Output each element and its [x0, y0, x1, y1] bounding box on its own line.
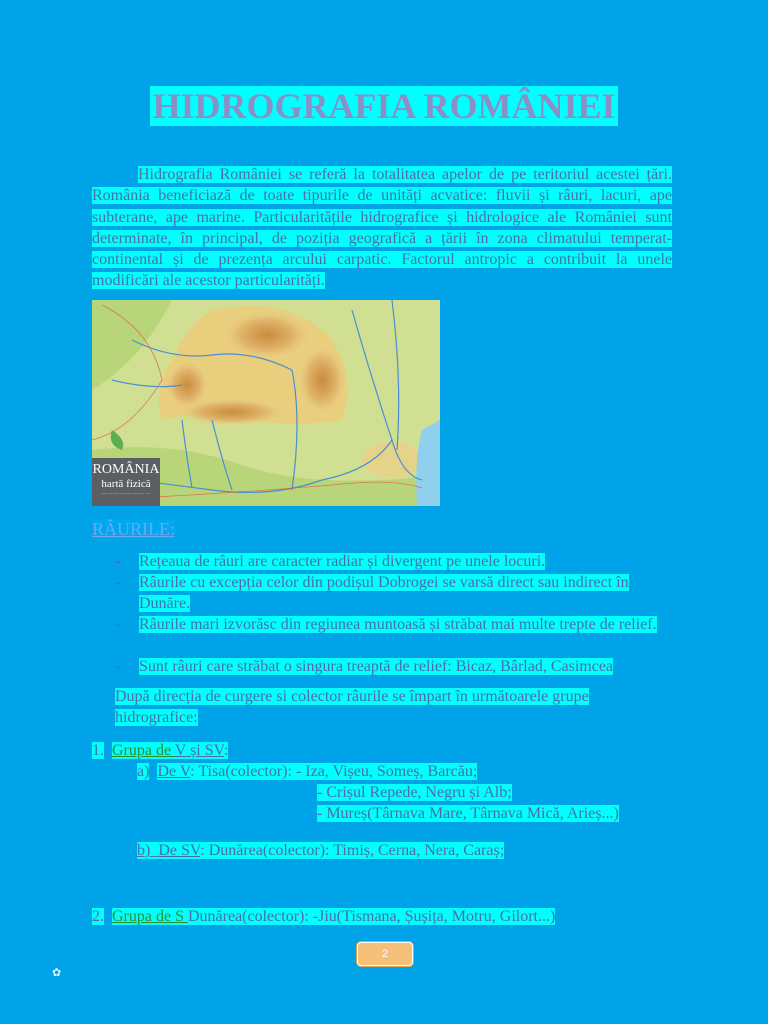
group-1a-line-2: - Crișul Repede, Negru și Alb;: [317, 784, 512, 801]
list-item: - Râurile mari izvorăsc din regiunea muntoasă și străbat mai multe trepte de relief.: [115, 616, 657, 633]
list-item: - Rețeaua de râuri are caracter radiar și divergent pe unele locuri.: [115, 553, 546, 570]
groups-intro-paragraph: După direcția de curgere si colector râurile se împart în următoarele grupe hidrografice:: [115, 688, 589, 726]
map-legend-subtitle: hartă fizică: [101, 478, 151, 490]
group-1b-line: b) De SV: Dunărea(colector): Timiș, Cerna, Nera, Caraș;: [137, 842, 505, 859]
group-1a-line-3: - Mureș(Târnava Mare, Târnava Mică, Arieș...): [317, 805, 619, 822]
group-1a-line: a) De V: Tisa(colector): - Iza, Vișeu, Someș, Barcău;: [137, 763, 478, 780]
rivers-heading: RÂURILE:: [92, 519, 175, 539]
map-legend: [92, 458, 160, 506]
intro-paragraph: Hidrografia României se referă la totalitatea apelor de pe teritoriul acestei țări. România beneficiază de toate tipurile de unități acvatice: fluvii și râuri, lacuri, ape subterane, ape marine. Particularitățile hidrografice și hidrologice ale României sunt determinate, în principal, de poziția geografică a țării în zona climatului temperat-continental și de prezența arcului carpatic. Factorul antropic a contribuit la unele modificări ale acestor particularități.: [92, 166, 672, 290]
map-legend-title: ROMÂNIA: [92, 462, 160, 477]
list-item: - Râurile cu excepția celor din podișul Dobrogei se varsă direct sau indirect în Dunăre.: [115, 574, 629, 612]
page-title: HIDROGRAFIA ROMÂNIEI: [152, 86, 616, 126]
page-number: 2: [357, 942, 413, 966]
map-legend-credit: — — — — — — — —: [101, 492, 151, 497]
flower-icon: ✿: [52, 967, 62, 979]
group-1-heading: 1. Grupa de V și SV:: [92, 742, 229, 759]
romania-physical-map: [92, 300, 440, 506]
group-2-heading: 2. Grupa de S Dunărea(colector): -Jiu(Tismana, Șușița, Motru, Gilort...): [92, 908, 556, 925]
list-item: - Sunt râuri care străbat o singura treaptă de relief: Bicaz, Bârlad, Casimcea: [115, 658, 614, 675]
